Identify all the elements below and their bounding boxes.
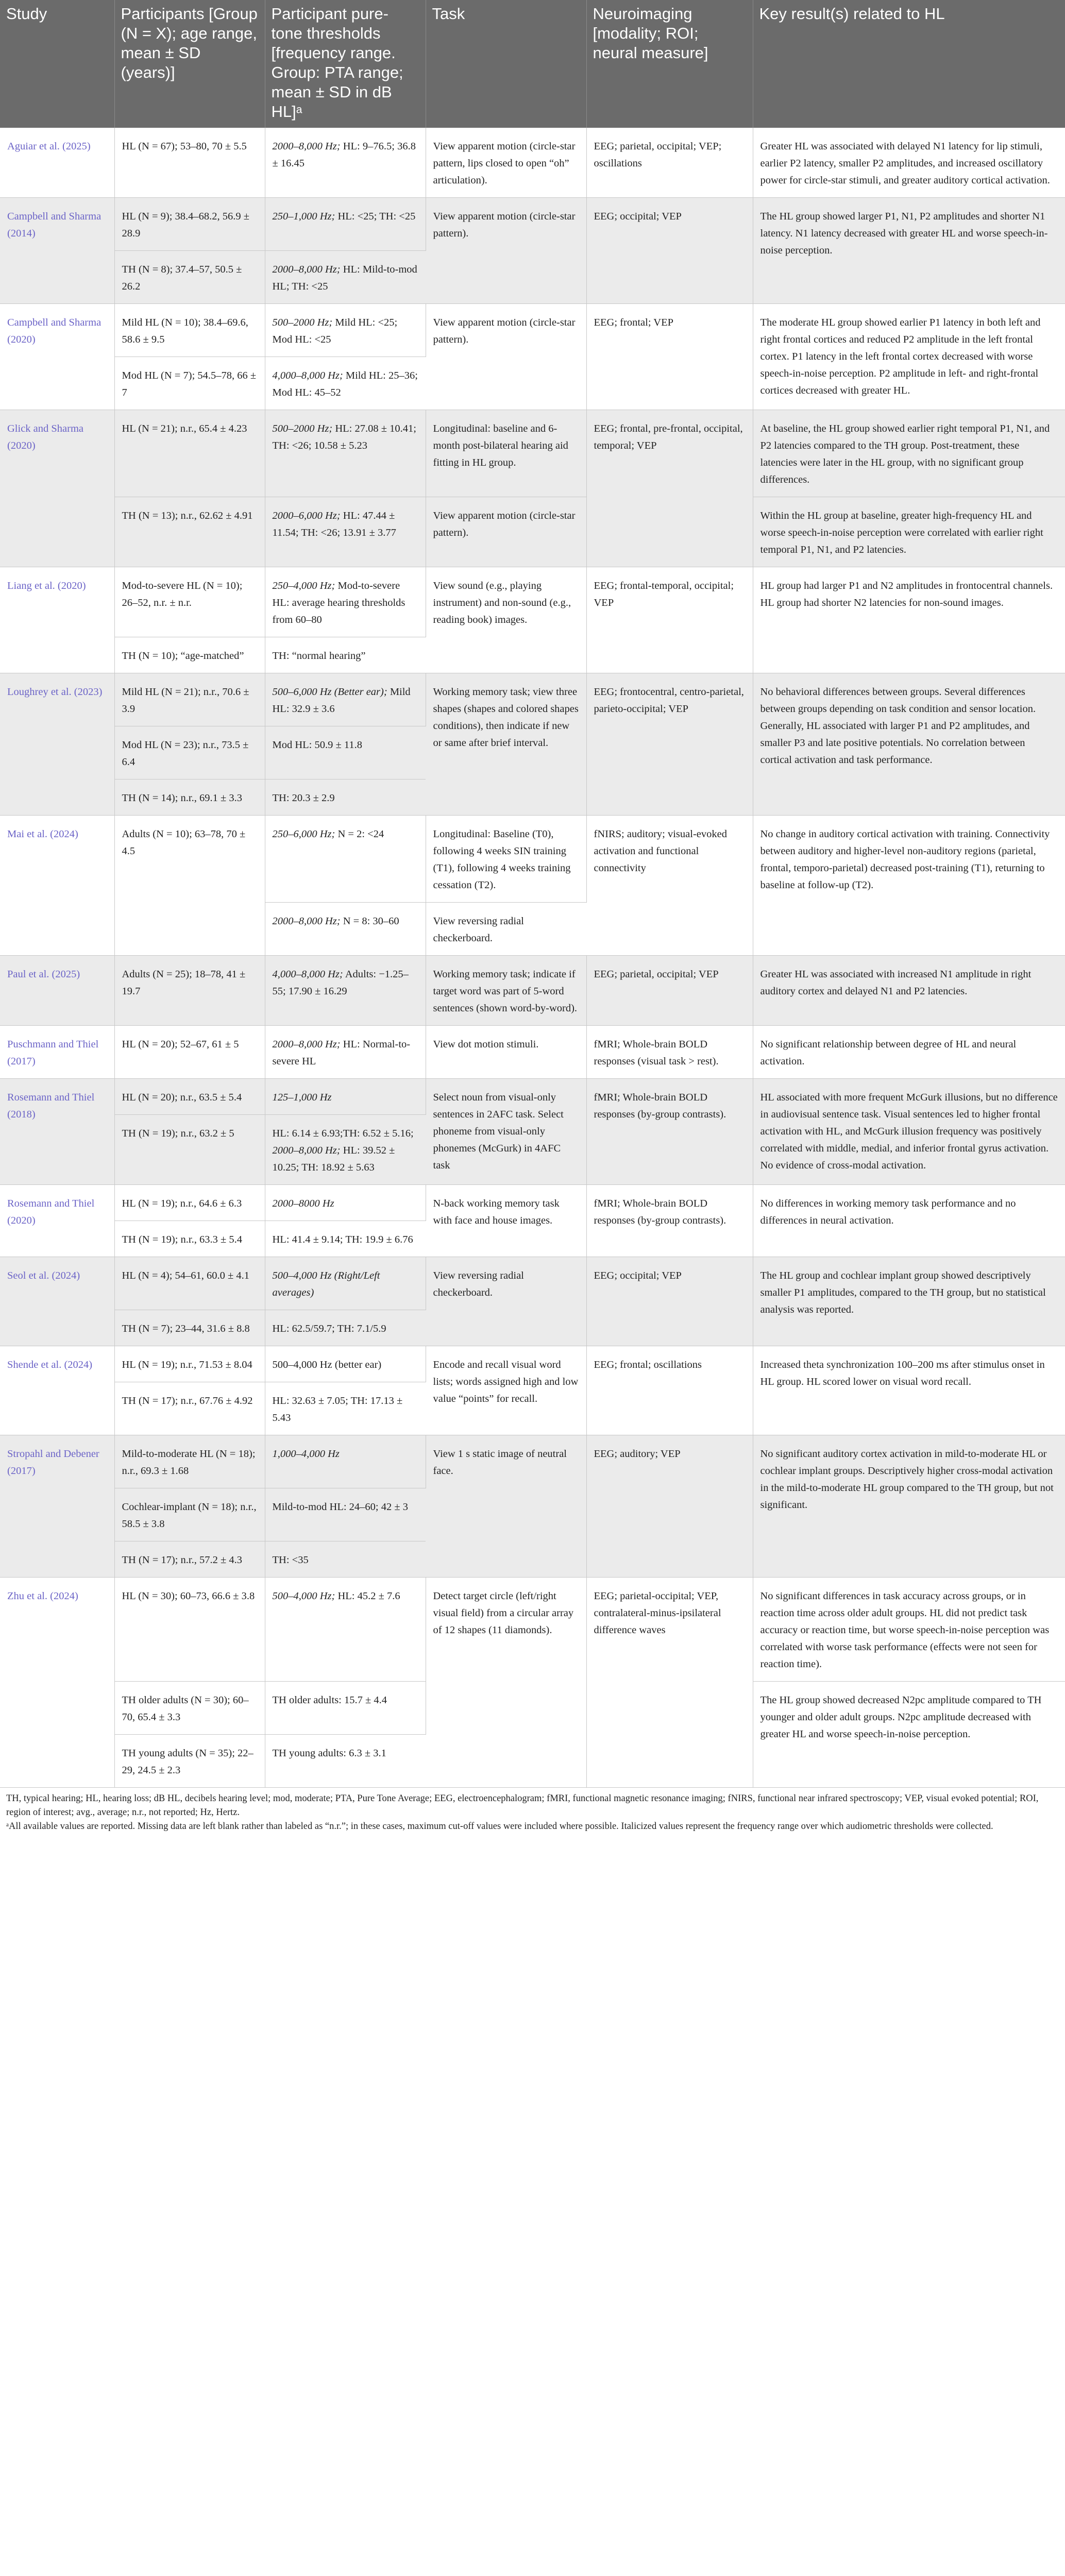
participants-cell: TH (N = 13); n.r., 62.62 ± 4.91	[114, 497, 265, 567]
pta-values: Mild HL: 25–36; Mod HL: 45–52	[272, 370, 418, 398]
header-study: Study	[0, 0, 114, 128]
neuroimaging-cell: EEG; frontal-temporal, occipital; VEP	[586, 567, 753, 673]
participants-cell: Mod HL (N = 7); 54.5–78, 66 ± 7	[114, 357, 265, 410]
participants-cell: TH (N = 17); n.r., 57.2 ± 4.3	[114, 1541, 265, 1578]
participants-cell: TH young adults (N = 35); 22–29, 24.5 ± 2.3	[114, 1735, 265, 1788]
pta-values: N = 8: 30–60	[340, 916, 399, 927]
task-cell: Encode and recall visual word lists; words assigned high and low value “points” for recall.	[426, 1346, 586, 1435]
header-task: Task	[426, 0, 586, 128]
neuroimaging-cell: fMRI; Whole-brain BOLD responses (by-group contrasts).	[586, 1185, 753, 1257]
pta-cell: TH: “normal hearing”	[265, 637, 426, 673]
participants-cell: TH (N = 8); 37.4–57, 50.5 ± 26.2	[114, 251, 265, 304]
participants-cell: Mod HL (N = 23); n.r., 73.5 ± 6.4	[114, 726, 265, 779]
pta-cell	[265, 304, 426, 357]
pta-cell: TH young adults: 6.3 ± 3.1	[265, 1735, 426, 1788]
study-cell[interactable]: Campbell and Sharma (2014)	[0, 198, 114, 304]
pta-values: HL: 9–76.5; 36.8 ± 16.45	[272, 141, 416, 169]
participants-cell: HL (N = 19); n.r., 71.53 ± 8.04	[114, 1346, 265, 1382]
header-participants: Participants [Group (N = X); age range, mean ± SD (years)]	[114, 0, 265, 128]
participants-cell: TH (N = 7); 23–44, 31.6 ± 8.8	[114, 1310, 265, 1346]
table-row	[0, 1079, 1065, 1115]
pta-cell: HL: 41.4 ± 9.14; TH: 19.9 ± 6.76	[265, 1221, 426, 1257]
participants-cell: HL (N = 67); 53–80, 70 ± 5.5	[114, 128, 265, 198]
pta-cell: Mod HL: 50.9 ± 11.8	[265, 726, 426, 779]
frequency-range: 1,000–4,000 Hz	[272, 1448, 340, 1460]
neuroimaging-cell: EEG; parietal, occipital; VEP; oscillations	[586, 128, 753, 198]
pta-cell	[265, 251, 426, 304]
participants-cell: Mod-to-severe HL (N = 10); 26–52, n.r. ± n.r.	[114, 567, 265, 637]
pta-cell: TH: <35	[265, 1541, 426, 1578]
table-row	[0, 497, 1065, 567]
frequency-range: 500–2000 Hz;	[272, 317, 333, 328]
task-cell: N-back working memory task with face and house images.	[426, 1185, 586, 1257]
table-row	[0, 1257, 1065, 1310]
pta-cell: Mild-to-mod HL: 24–60; 42 ± 3	[265, 1488, 426, 1541]
key-result-cell: Within the HL group at baseline, greater high-frequency HL and worse speech-in-noise perception were correlated with earlier right temporal P1, N1, and P2 latencies.	[753, 497, 1065, 567]
pta-cell	[265, 1257, 426, 1310]
table-footnote	[0, 1788, 1065, 1834]
pta-cell	[265, 497, 426, 567]
study-cell[interactable]: Zhu et al. (2024)	[0, 1578, 114, 1788]
frequency-range: 500–6,000 Hz (Better ear);	[272, 686, 387, 698]
frequency-range: 250–1,000 Hz;	[272, 211, 335, 222]
participants-cell: Adults (N = 25); 18–78, 41 ± 19.7	[114, 956, 265, 1026]
pta-cell	[265, 410, 426, 497]
header-neuroimaging: Neuroimaging [modality; ROI; neural measure]	[586, 0, 753, 128]
frequency-range: 125–1,000 Hz	[272, 1092, 332, 1103]
neuroimaging-cell: EEG; frontal; VEP	[586, 304, 753, 410]
participants-cell: Mild HL (N = 10); 38.4–69.6, 58.6 ± 9.5	[114, 304, 265, 357]
participants-cell: HL (N = 9); 38.4–68.2, 56.9 ± 28.9	[114, 198, 265, 251]
participants-cell: TH (N = 19); n.r., 63.3 ± 5.4	[114, 1221, 265, 1257]
neuroimaging-cell: fMRI; Whole-brain BOLD responses (visual task > rest).	[586, 1026, 753, 1079]
pta-cell	[265, 1079, 426, 1115]
participants-cell: Mild-to-moderate HL (N = 18); n.r., 69.3 ± 1.68	[114, 1435, 265, 1488]
key-result-cell: No differences in working memory task performance and no differences in neural activation.	[753, 1185, 1065, 1257]
task-cell: Working memory task; indicate if target word was part of 5-word sentences (shown word-by-word).	[426, 956, 586, 1026]
pta-values: HL: 45.2 ± 7.6	[335, 1590, 400, 1602]
participants-cell: HL (N = 21); n.r., 65.4 ± 4.23	[114, 410, 265, 497]
key-result-cell: The HL group and cochlear implant group showed descriptively smaller P1 amplitudes, compared to the TH group, but no statistical analysis was reported.	[753, 1257, 1065, 1346]
task-cell: View 1 s static image of neutral face.	[426, 1435, 586, 1578]
pta-cell	[265, 198, 426, 251]
neuroimaging-cell: EEG; occipital; VEP	[586, 1257, 753, 1346]
table-row	[0, 956, 1065, 1026]
study-cell[interactable]: Liang et al. (2020)	[0, 567, 114, 673]
frequency-range: 2000–8,000 Hz;	[272, 264, 341, 275]
study-cell[interactable]: Rosemann and Thiel (2018)	[0, 1079, 114, 1185]
table-row	[0, 1346, 1065, 1382]
study-cell[interactable]: Seol et al. (2024)	[0, 1257, 114, 1346]
task-cell: Select noun from visual-only sentences in 2AFC task. Select phoneme from visual-only phonemes (McGurk) in 4AFC task	[426, 1079, 586, 1185]
pta-values: HL: 6.14 ± 6.93;TH: 6.52 ± 5.16;	[272, 1128, 414, 1139]
table-row	[0, 1026, 1065, 1079]
pta-values: HL: Normal-to-severe HL	[272, 1039, 411, 1067]
frequency-range: 500–2000 Hz;	[272, 423, 333, 434]
frequency-range: 4,000–8,000 Hz;	[272, 370, 343, 381]
neuroimaging-cell: EEG; frontocentral, centro-parietal, parieto-occipital; VEP	[586, 673, 753, 816]
task-cell: View apparent motion (circle-star pattern).	[426, 304, 586, 410]
study-cell[interactable]: Glick and Sharma (2020)	[0, 410, 114, 567]
table-row	[0, 816, 1065, 903]
data-note: ᵃAll available values are reported. Missing data are left blank rather than labeled as “n.r.”; in these cases, maximum cut-off values were included where possible. Italicized values represent the frequency range over which audiometric thresholds were collected.	[6, 1821, 993, 1832]
key-result-cell: HL associated with more frequent McGurk illusions, but no difference in audiovisual sentence task. Visual sentences led to higher frontal activation with HL, and McGurk illusion frequency was positively correlated with middle, medial, and inferior frontal gyrus activation. No evidence of cross-modal activation.	[753, 1079, 1065, 1185]
table-row	[0, 567, 1065, 637]
table-row	[0, 1435, 1065, 1488]
key-result-cell: Greater HL was associated with delayed N1 latency for lip stimuli, earlier P2 latency, smaller P2 amplitudes, and increased oscillatory power for circle-star stimuli, and greater auditory cortical activation.	[753, 128, 1065, 198]
pta-cell	[265, 128, 426, 198]
neuroimaging-cell: fMRI; Whole-brain BOLD responses (by-group contrasts).	[586, 1079, 753, 1185]
pta-cell: 500–4,000 Hz (better ear)	[265, 1346, 426, 1382]
task-cell: View apparent motion (circle-star pattern).	[426, 497, 586, 567]
study-cell[interactable]: Campbell and Sharma (2020)	[0, 304, 114, 410]
table-row	[0, 128, 1065, 198]
frequency-range: 2000–8,000 Hz;	[272, 141, 341, 152]
pta-values: Mod-to-severe HL: average hearing thresholds from 60–80	[272, 580, 405, 625]
task-cell: View apparent motion (circle-star pattern).	[426, 198, 586, 304]
participants-cell: TH (N = 14); n.r., 69.1 ± 3.3	[114, 779, 265, 816]
participants-cell: TH (N = 19); n.r., 63.2 ± 5	[114, 1115, 265, 1185]
participants-cell: HL (N = 20); n.r., 63.5 ± 5.4	[114, 1079, 265, 1115]
participants-cell: TH (N = 10); “age-matched”	[114, 637, 265, 673]
key-result-cell: Greater HL was associated with increased N1 amplitude in right auditory cortex and delayed N1 and P2 latencies.	[753, 956, 1065, 1026]
key-result-cell: The moderate HL group showed earlier P1 latency in both left and right frontal cortices and reduced P2 amplitude in the left frontal cortex. P1 latency in the left frontal cortex decreased with worse speech-in-noise perception. P2 amplitude in left- and right-frontal cortices decreased with greater HL.	[753, 304, 1065, 410]
pta-cell	[265, 816, 426, 903]
frequency-range: 2000–6,000 Hz;	[272, 510, 341, 521]
task-cell: View reversing radial checkerboard.	[426, 1257, 586, 1346]
key-result-cell: No significant differences in task accuracy across groups, or in reaction time across older adult groups. HL did not predict task accuracy or reaction time, but worse speech-in-noise perception was correlated with worse task performance (effects were not seen for reaction time).	[753, 1578, 1065, 1682]
key-result-cell: No significant auditory cortex activation in mild-to-moderate HL or cochlear implant groups. Descriptively higher cross-modal activation in the mild-to-moderate HL group compared to the TH group, but not significant.	[753, 1435, 1065, 1578]
abbreviations-note: TH, typical hearing; HL, hearing loss; dB HL, decibels hearing level; mod, moderate; PTA, Pure Tone Average; EEG, electroencephalogram; fMRI, functional magnetic resonance imaging; fNIRS, functional near infrared spectroscopy; VEP, visual evoked potential; ROI, region of interest; avg., average; n.r., not reported; Hz, Hertz.	[6, 1793, 1039, 1818]
pta-values: N = 2: <24	[335, 828, 384, 840]
task-cell: Working memory task; view three shapes (shapes and colored shapes conditions), then indicate if new or same after brief interval.	[426, 673, 586, 816]
participants-cell: HL (N = 30); 60–73, 66.6 ± 3.8	[114, 1578, 265, 1682]
frequency-range: 2000–8,000 Hz;	[272, 1039, 341, 1050]
participants-cell: HL (N = 19); n.r., 64.6 ± 6.3	[114, 1185, 265, 1221]
participants-cell: TH (N = 17); n.r., 67.76 ± 4.92	[114, 1382, 265, 1435]
frequency-range: 2000–8000 Hz	[272, 1198, 334, 1209]
pta-cell: HL: 32.63 ± 7.05; TH: 17.13 ± 5.43	[265, 1382, 426, 1435]
neuroimaging-cell: EEG; parietal-occipital; VEP, contralateral-minus-ipsilateral difference waves	[586, 1578, 753, 1788]
neuroimaging-cell: fNIRS; auditory; visual-evoked activation and functional connectivity	[586, 816, 753, 956]
pta-values: Mild HL: <25; Mod HL: <25	[272, 317, 398, 345]
pta-values: Adults: −1.25–55; 17.90 ± 16.29	[272, 969, 409, 997]
pta-cell	[265, 1115, 426, 1185]
key-result-cell: At baseline, the HL group showed earlier right temporal P1, N1, and P2 latencies compared to the TH group. Post-treatment, these latencies were later in the HL group, with no significant group differences.	[753, 410, 1065, 497]
task-cell: View dot motion stimuli.	[426, 1026, 586, 1079]
neuroimaging-cell: EEG; frontal, pre-frontal, occipital, temporal; VEP	[586, 410, 753, 567]
key-result-cell: No significant relationship between degree of HL and neural activation.	[753, 1026, 1065, 1079]
study-cell[interactable]: Shende et al. (2024)	[0, 1346, 114, 1435]
pta-cell: HL: 62.5/59.7; TH: 7.1/5.9	[265, 1310, 426, 1346]
table-row	[0, 198, 1065, 251]
header-pta: Participant pure-tone thresholds [frequency range. Group: PTA range; mean ± SD in dB HL]ᵃ	[265, 0, 426, 128]
table-row	[0, 304, 1065, 357]
key-result-cell: The HL group showed larger P1, N1, P2 amplitudes and shorter N1 latency. N1 latency decreased with greater HL and worse speech-in-noise perception.	[753, 198, 1065, 304]
pta-cell: TH older adults: 15.7 ± 4.4	[265, 1682, 426, 1735]
study-cell[interactable]: Aguiar et al. (2025)	[0, 128, 114, 198]
key-result-cell: No change in auditory cortical activation with training. Connectivity between auditory and higher-level non-auditory regions (parietal, frontal, temporo-parietal) decreased post-training (T1), returning to baseline at follow-up (T2).	[753, 816, 1065, 956]
neuroimaging-cell: EEG; occipital; VEP	[586, 198, 753, 304]
pta-values: HL: Mild-to-mod HL; TH: <25	[272, 264, 417, 292]
participants-cell: HL (N = 4); 54–61, 60.0 ± 4.1	[114, 1257, 265, 1310]
participants-cell: Mild HL (N = 21); n.r., 70.6 ± 3.9	[114, 673, 265, 726]
pta-cell	[265, 1185, 426, 1221]
study-cell[interactable]: Puschmann and Thiel (2017)	[0, 1026, 114, 1079]
pta-values: HL: 27.08 ± 10.41; TH: <26; 10.58 ± 5.23	[272, 423, 416, 451]
pta-cell	[265, 903, 426, 956]
pta-cell	[265, 567, 426, 637]
task-cell: Detect target circle (left/right visual field) from a circular array of 12 shapes (11 diamonds).	[426, 1578, 586, 1788]
participants-cell: Cochlear-implant (N = 18); n.r., 58.5 ± 3.8	[114, 1488, 265, 1541]
pta-cell	[265, 357, 426, 410]
table-row	[0, 410, 1065, 497]
key-result-cell: The HL group showed decreased N2pc amplitude compared to TH younger and older adult groups. N2pc amplitude decreased with greater HL and worse speech-in-noise perception.	[753, 1682, 1065, 1788]
study-cell[interactable]: Loughrey et al. (2023)	[0, 673, 114, 816]
frequency-range: 2000–8,000 Hz;	[272, 916, 341, 927]
study-cell[interactable]: Paul et al. (2025)	[0, 956, 114, 1026]
task-cell: View apparent motion (circle-star pattern, lips closed to open “oh” articulation).	[426, 128, 586, 198]
task-cell: Longitudinal: Baseline (T0), following 4 weeks SIN training (T1), following 4 weeks training cessation (T2).	[426, 816, 586, 903]
pta-values: HL: 39.52 ± 10.25; TH: 18.92 ± 5.63	[272, 1145, 395, 1173]
pta-cell	[265, 956, 426, 1026]
frequency-range: 4,000–8,000 Hz;	[272, 969, 343, 980]
frequency-range: 250–6,000 Hz;	[272, 828, 335, 840]
pta-cell	[265, 1026, 426, 1079]
task-cell: View reversing radial checkerboard.	[426, 903, 586, 956]
participants-cell: HL (N = 20); 52–67, 61 ± 5	[114, 1026, 265, 1079]
frequency-range: 2000–8,000 Hz;	[272, 1145, 341, 1156]
neuroimaging-cell: EEG; parietal, occipital; VEP	[586, 956, 753, 1026]
study-cell[interactable]: Rosemann and Thiel (2020)	[0, 1185, 114, 1257]
participants-cell: TH older adults (N = 30); 60–70, 65.4 ± 3.3	[114, 1682, 265, 1735]
header-key-results: Key result(s) related to HL	[753, 0, 1065, 128]
pta-cell	[265, 1435, 426, 1488]
key-result-cell: Increased theta synchronization 100–200 ms after stimulus onset in HL group. HL scored lower on visual word recall.	[753, 1346, 1065, 1435]
participants-cell: Adults (N = 10); 63–78, 70 ± 4.5	[114, 816, 265, 956]
table-row	[0, 1185, 1065, 1221]
key-result-cell: HL group had larger P1 and N2 amplitudes in frontocentral channels. HL group had shorter N2 latencies for non-sound images.	[753, 567, 1065, 673]
key-result-cell: No behavioral differences between groups. Several differences between groups depending on task condition and sensor location. Generally, HL associated with larger P1 and P2 amplitudes, and smaller P3 and late positive potentials. No correlation between cortical activation and task performance.	[753, 673, 1065, 816]
study-cell[interactable]: Stropahl and Debener (2017)	[0, 1435, 114, 1578]
table-row	[0, 1578, 1065, 1682]
pta-cell: TH: 20.3 ± 2.9	[265, 779, 426, 816]
pta-cell	[265, 1578, 426, 1682]
study-cell[interactable]: Mai et al. (2024)	[0, 816, 114, 956]
task-cell: View sound (e.g., playing instrument) and non-sound (e.g., reading book) images.	[426, 567, 586, 673]
table-header-row	[0, 0, 1065, 128]
frequency-range: 500–4,000 Hz (Right/Left averages)	[272, 1270, 380, 1298]
pta-cell	[265, 673, 426, 726]
pta-values: HL: <25; TH: <25	[335, 211, 416, 222]
neuroimaging-cell: EEG; frontal; oscillations	[586, 1346, 753, 1435]
pta-values: Mild HL: 32.9 ± 3.6	[272, 686, 411, 715]
neuroimaging-cell: EEG; auditory; VEP	[586, 1435, 753, 1578]
pta-values: HL: 47.44 ± 11.54; TH: <26; 13.91 ± 3.77	[272, 510, 396, 538]
frequency-range: 500–4,000 Hz;	[272, 1590, 335, 1602]
task-cell: Longitudinal: baseline and 6-month post-bilateral hearing aid fitting in HL group.	[426, 410, 586, 497]
frequency-range: 250–4,000 Hz;	[272, 580, 335, 591]
table-row	[0, 673, 1065, 726]
